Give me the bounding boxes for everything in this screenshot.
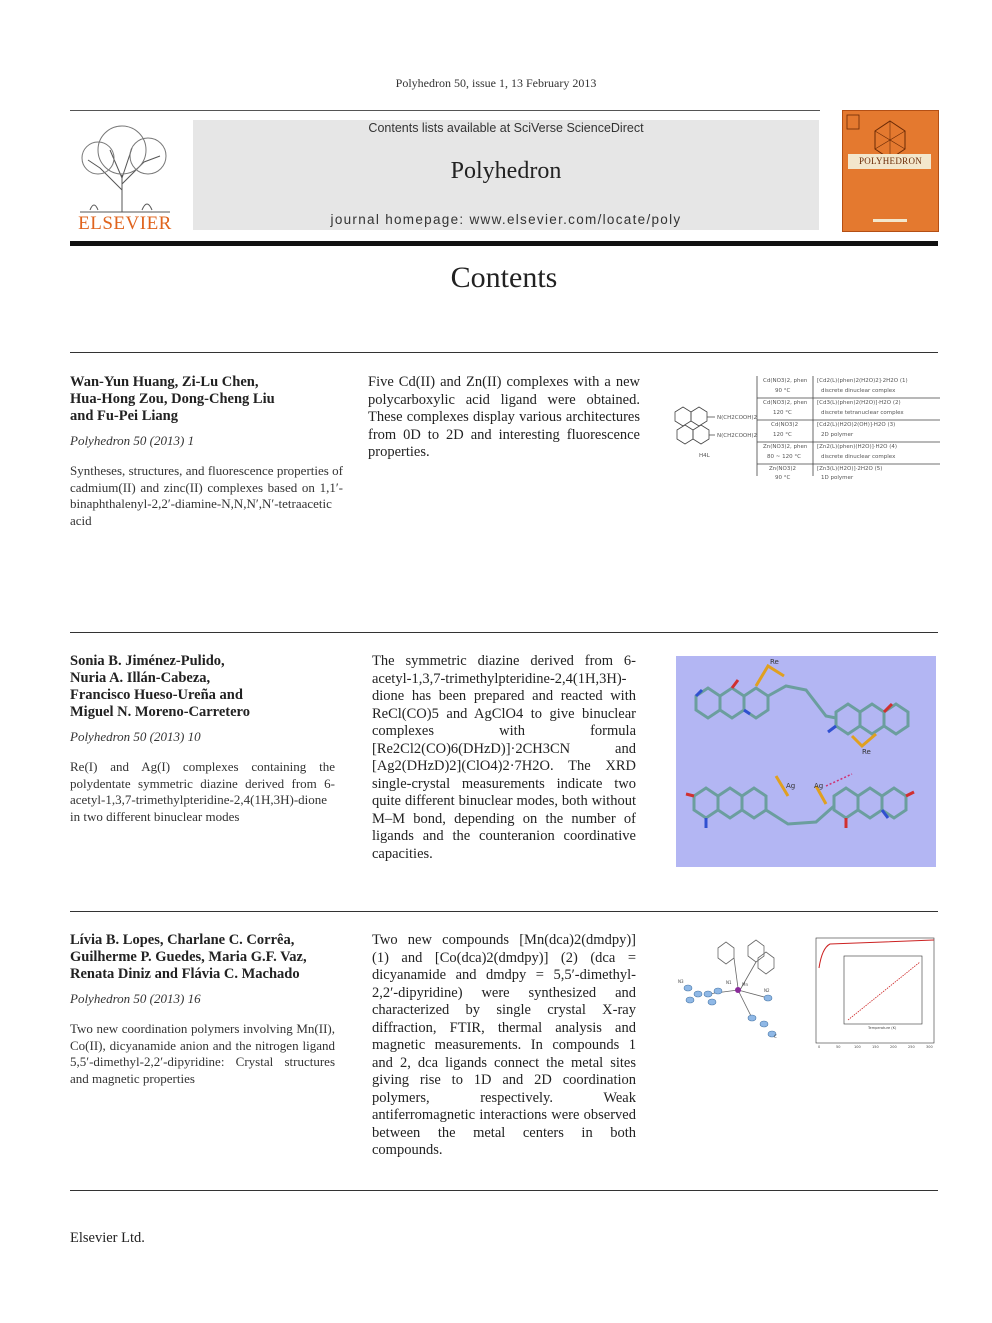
svg-text:250: 250 [908, 1045, 915, 1049]
article-authors: Wan-Yun Huang, Zi-Lu Chen, Hua-Hong Zou, Dong-Cheng Liu and Fu-Pei Liang [70, 374, 275, 424]
svg-text:Cd(NO3)2, phen: Cd(NO3)2, phen [763, 378, 808, 384]
svg-text:1D polymer: 1D polymer [821, 475, 854, 481]
svg-text:Ag: Ag [814, 782, 824, 790]
svg-text:N3: N3 [678, 979, 684, 984]
svg-text:80 ~ 120 °C: 80 ~ 120 °C [767, 454, 801, 460]
article-authors: Sonia B. Jiménez-Pulido, Nuria A. Illán-Cabeza, Francisco Hueso-Ureña and Miguel N. Moreno-Carretero [70, 653, 250, 720]
svg-text:discrete dinuclear complex: discrete dinuclear complex [821, 454, 896, 460]
svg-text:Re: Re [770, 658, 779, 666]
page-title: Contents [450, 261, 558, 294]
header-top-rule [70, 110, 820, 111]
svg-text:150: 150 [872, 1045, 879, 1049]
article-abstract: Five Cd(II) and Zn(II) complexes with a new polycarboxylic acid ligand were obtained. These complexes display various architectures from 0D to 2D and interesting fluorescence properties. [368, 374, 640, 460]
svg-text:H4L: H4L [699, 453, 710, 459]
journal-cover [842, 110, 939, 232]
article-abstract: Two new compounds [Mn(dca)2(dmdpy)] (1) and [Co(dca)2(dmdpy)] (2) (dca = dicyanamide and dmdpy = 5,5′-dimethyl-2,2′-dipyridine) were synthesized and characterized by single crystal X-ray diffraction, FTIR, thermal analysis and magnetic measurements. In compounds 1 and 2, dca ligands connect the metal sites giving rise to 1D and 2D coordination polymers, respectively. Weak antiferromagnetic interactions were observed between the metal centers in both compounds. [372, 932, 636, 1158]
article-entry-3 [70, 932, 350, 1087]
svg-text:0: 0 [818, 1045, 821, 1049]
svg-text:300: 300 [926, 1045, 933, 1049]
svg-text:[Cd2(L)(phen)2(H2O)2]·2H2O (1): [Cd2(L)(phen)2(H2O)2]·2H2O (1) [817, 378, 908, 384]
article-title[interactable]: Two new coordination polymers involving Mn(II), Co(II), dicyanamide anion and the nitrogen ligand 5,5′-dimethyl-2,2′-dipyridine: Crystal structures and magnetic properties [70, 1021, 335, 1086]
article-authors: Lívia B. Lopes, Charlane C. Corrêa, Guilherme P. Guedes, Maria G.F. Vaz, Renata Diniz and Flávia C. Machado [70, 932, 307, 982]
svg-text:Re: Re [862, 748, 871, 756]
svg-text:Cd(NO3)2: Cd(NO3)2 [771, 422, 799, 428]
svg-text:Mn: Mn [742, 982, 748, 987]
svg-text:N2: N2 [764, 988, 770, 993]
svg-text:[Zn3(L)(H2O)]·2H2O (5): [Zn3(L)(H2O)]·2H2O (5) [817, 466, 883, 472]
svg-text:C: C [774, 1034, 777, 1039]
svg-text:discrete dinuclear complex: discrete dinuclear complex [821, 388, 896, 394]
graphical-abstract-2 [676, 656, 936, 867]
entry-separator [70, 352, 938, 353]
svg-text:Ag: Ag [786, 782, 796, 790]
svg-text:Zn(NO3)2: Zn(NO3)2 [769, 466, 796, 472]
article-title[interactable]: Syntheses, structures, and fluorescence properties of cadmium(II) and zinc(II) complexes based on 1,1′-binaphthalenyl-2,2′-diamine-N,N,N′,N′-tetraacetic acid [70, 463, 343, 528]
svg-text:[Cd3(L)(phen)2(H2O)]·H2O (2): [Cd3(L)(phen)2(H2O)]·H2O (2) [817, 400, 901, 406]
entry-separator [70, 911, 938, 912]
article-entry-2 [70, 653, 350, 825]
svg-text:discrete tetranuclear complex: discrete tetranuclear complex [821, 410, 904, 416]
svg-text:200: 200 [890, 1045, 897, 1049]
graphical-abstract-1 [665, 372, 940, 482]
article-journal-ref: Polyhedron 50 (2013) 16 [70, 991, 201, 1006]
article-journal-ref: Polyhedron 50 (2013) 10 [70, 729, 201, 744]
svg-text:[Cd2(L)(H2O)2(OH)]·H2O (3): [Cd2(L)(H2O)2(OH)]·H2O (3) [817, 422, 896, 428]
svg-text:N(CH2COOH)2: N(CH2COOH)2 [717, 433, 758, 439]
svg-text:[Zn2(L)(phen)(H2O)]·H2O (4): [Zn2(L)(phen)(H2O)]·H2O (4) [817, 444, 898, 450]
svg-text:120 °C: 120 °C [773, 432, 792, 438]
article-entry-1 [70, 374, 350, 529]
article-journal-ref: Polyhedron 50 (2013) 1 [70, 433, 195, 448]
cover-title: POLYHEDRON [858, 156, 923, 166]
entry-separator [70, 1190, 938, 1191]
journal-citation: Polyhedron 50, issue 1, 13 February 2013 [395, 76, 597, 90]
footer-publisher: Elsevier Ltd. [70, 1230, 145, 1246]
svg-text:90 °C: 90 °C [775, 475, 791, 481]
article-title[interactable]: Re(I) and Ag(I) complexes containing the polydentate symmetric diazine derived from 6-acetyl-1,3,7-trimethylpteridine-2,4(1H,3H)-dione in two different binuclear modes [70, 759, 335, 824]
svg-text:100: 100 [854, 1045, 861, 1049]
svg-text:N(CH2COOH)2: N(CH2COOH)2 [717, 415, 758, 421]
svg-text:Zn(NO3)2, phen: Zn(NO3)2, phen [763, 444, 808, 450]
journal-homepage-link[interactable]: journal homepage: www.elsevier.com/locate/poly [330, 212, 682, 227]
article-abstract: The symmetric diazine derived from 6-acetyl-1,3,7-trimethylpteridine-2,4(1H,3H)-dione has been prepared and reacted with ReCl(CO)5 and AgClO4 to give binuclear complexes with formula [Re2Cl2(CO)6(DHzD)]·2CH3CN and [Ag2(DHzD)2](ClO4)2·7H2O. The XRD single-crystal measurements indicate two quite different binuclear modes, both without M–M bond, depending on the number of ligands and the counteranion coordinative capacities. [372, 653, 636, 862]
svg-text:120 °C: 120 °C [773, 410, 792, 416]
svg-text:Temperature (K): Temperature (K) [868, 1026, 897, 1030]
journal-name: Polyhedron [450, 158, 562, 184]
graphical-abstract-3 [668, 928, 938, 1050]
header-thick-rule [70, 241, 938, 246]
svg-text:50: 50 [836, 1045, 841, 1049]
contents-availability: Contents lists available at SciVerse ScienceDirect [368, 121, 644, 135]
entry-separator [70, 632, 938, 633]
svg-text:90 °C: 90 °C [775, 388, 791, 394]
svg-text:2D polymer: 2D polymer [821, 432, 854, 438]
svg-text:N1: N1 [726, 980, 732, 985]
elsevier-wordmark: ELSEVIER [78, 213, 172, 234]
svg-text:Cd(NO3)2, phen: Cd(NO3)2, phen [763, 400, 808, 406]
